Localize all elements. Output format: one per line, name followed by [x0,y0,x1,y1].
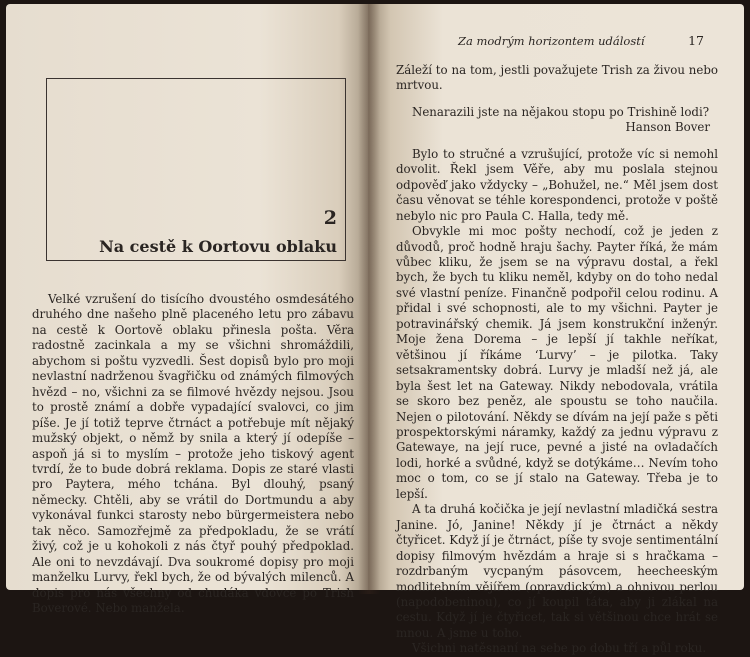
page-number: 17 [688,33,704,48]
chapter-heading-box [46,78,346,261]
open-book [6,4,746,656]
letter-quote: Nenarazili jste na nějakou stopu po Trishině lodi? [412,104,710,119]
running-header: Za modrým horizontem událostí [458,34,645,48]
paragraph: A ta druhá kočička je její nevlastní mladičká sestra Janine. Jó, Janine! Někdy jí je čtrnáct a někdy čtyřicet. Když jí je čtrnáct, píše ty svoje sentimentální dopisy filmovým hvězdám a hraje si s hračkama – rozdrbaným vycpaným pásovcem, heecheeským modlitebním vějířem (opravdickým) a ohnivou perlou (napodobeninou), co jí koupil táta, aby ji zlákal na cestu. Když jí je čtyřicet, tak si většinou chce hrát se mnou. A jsme u toho. [396,502,718,640]
chapter-title: Na cestě k Oortovu oblaku [99,237,337,256]
paragraph: Velké vzrušení do tisícího dvoustého osmdesátého druhého dne našeho plně placeného letu pro zábavu na cestě k Oortově oblaku přinesla pošta. Věra radostně zacinkala a my se všichni shromáždili, abychom si poštu vyzvedli. Šest dopisů bylo pro moji nevlastní nadrženou švagřičku od známých filmových hvězd – no, všichni za se filmové hvězdy nejsou. Jsou to prostě známí a dobře vypadající svalovci, co jim píše. Je jí totiž teprve čtrnáct a potřebuje mít nějaký mužský objekt, o němž by snila a který jí odepíše – aspoň já si to myslím – protože jeho tiskový agent tvrdí, že to bude dobrá reklama. Dopis ze staré vlasti pro Paytera, mého tchána. Byl dlouhý, psaný německy. Chtěli, aby se vrátil do Dortmundu a aby vykonával funkci starosty nebo bürgermeistera nebo tak něco. Samozřejmě za předpokladu, že se vrátí živý, což je u kohokoli z nás čtyř pouhý předpoklad. Ale oni to nevzdávají. Dva soukromé dopisy pro moji manželku Lurvy, řekl bych, že od bývalých milenců. A dopis pro nás všechny od chudáka vdovce po Trish Boverové. Nebo manžela. [32,292,354,616]
right-page [368,4,744,656]
chapter-number: 2 [323,207,337,229]
paragraph: Všichni natěsnaní na sebe po dobu tří a půl roku. [412,641,707,656]
right-body-text [396,63,718,657]
letter-signature: Hanson Bover [625,120,710,135]
letter-intro: Záleží to na tom, jestli považujete Trish za živou nebo mrtvou. [396,63,718,93]
book-spine [358,4,380,594]
paragraph: Bylo to stručné a vzrušující, protože víc si nemohl dovolit. Řekl jsem Věře, aby mu poslala stejnou odpověď jako vždycky – „Bohužel, ne.“ Měl jsem dost času věnovat se téhle korespondenci, protože v poště nebylo nic pro Paula C. Halla, tedy mě. [396,146,718,223]
left-page [6,4,368,616]
paragraph: Obvykle mi moc pošty nechodí, což je jeden z důvodů, proč hodně hraju šachy. Payter říká, že mám vůbec kliku, že jsem se na výpravu dostal, a řekl bych, že bych tu kliku neměl, kdyby on do toho nedal své vlastní peníze. Finančně podpořil celou rodinu. A přidal i své schopnosti, ale to my všichni. Payter je potravinářský chemik. Já jsem konstrukční inženýr. Moje žena Dorema – je lepší jí takhle neříkat, většinou jí říkáme ‘Lurvy’ – je pilotka. Taky setsakramentsky dobrá. Lurvy je mladší než já, ale byla šest let na Gateway. Nikdy nebodovala, vrátila se skoro bez peněz, ale spoustu se toho naučila. Nejen o pilotování. Někdy se dívám na její paže s pěti prospektorskými náramky, každý za jednu výpravu z Gatewaye, na její ruce, pevné a jisté na ovladačích lodi, horké a svůdné, když se dotýkáme… Nevím toho moc o tom, co se jí stalo na Gateway. Třeba je to lepší. [396,224,718,501]
left-body-text [32,292,354,617]
